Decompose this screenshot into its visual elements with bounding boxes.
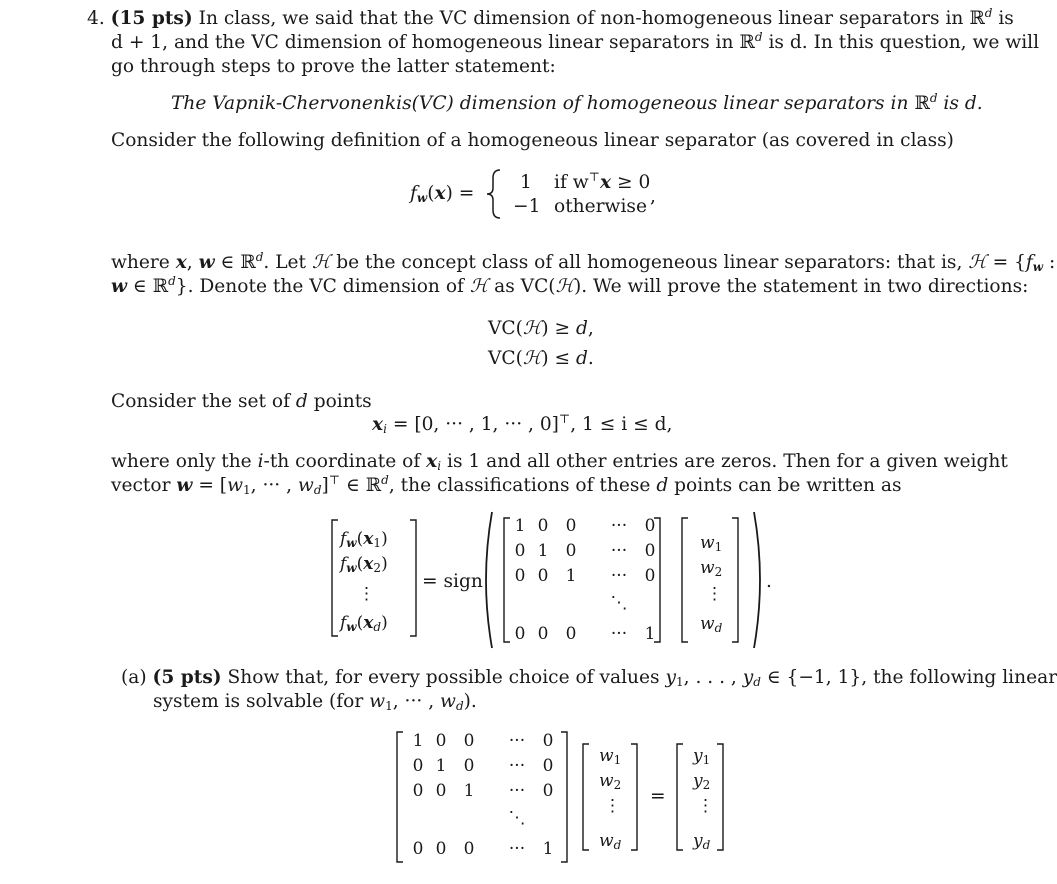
- matrix-cell: 0: [435, 731, 447, 751]
- matrix-cell: 0: [644, 566, 656, 586]
- w2-entry: $w_2$: [700, 558, 723, 579]
- matrix-cell: 0: [537, 624, 549, 644]
- matrix-cell: 1: [565, 566, 577, 586]
- matrix-cell: 1: [542, 839, 554, 859]
- matrix-cell: 0: [644, 516, 656, 536]
- matrix-cell: 0: [542, 731, 554, 751]
- matrix-cell: 1: [412, 731, 424, 751]
- matrix-cell: 1: [463, 781, 475, 801]
- f-x1: $f_w(x_1)$: [340, 529, 388, 550]
- matrix-cell: ···: [508, 756, 526, 776]
- case1-condition: if w⊤x ≥ 0: [554, 170, 651, 193]
- matrix-cell: ···: [508, 781, 526, 801]
- equals-sign: =: [650, 786, 666, 807]
- matrix-cell: ⋱: [610, 593, 628, 613]
- matrix-cell: 0: [514, 541, 526, 561]
- problem-points: (15 pts): [110, 8, 193, 29]
- matrix-cell: 0: [644, 541, 656, 561]
- w1-entry: $w_1$: [700, 533, 723, 554]
- where-only-line-1: where only the i-th coordinate of $x_i$ is 1 and all other entries are zeros. Then for a given weight: [111, 451, 1008, 473]
- vdots-2: ⋮: [706, 584, 723, 604]
- matrix-cell: 0: [463, 839, 475, 859]
- yd-entry: $y_d$: [693, 831, 711, 852]
- matrix-cell: 0: [463, 756, 475, 776]
- sign-label: = sign: [422, 571, 483, 592]
- where-only-line-2: vector $w = [w_1$, ··· , $w_d]^⊤$ ∈ ℝ$^d$, the classifications of these d points can be written as: [111, 473, 902, 497]
- matrix-cell: 0: [542, 756, 554, 776]
- left-brace-icon: [484, 168, 504, 220]
- consider-set: Consider the set of d points: [111, 391, 372, 412]
- theorem-statement: The Vapnik-Chervonenkis(VC) dimension of homogeneous linear separators in ℝ$^d$ is d.: [171, 91, 983, 114]
- intro-text-1: In class, we said that the VC dimension of non-homogeneous linear separators in: [198, 8, 964, 29]
- problem-line-3: go through steps to prove the latter statement:: [111, 56, 556, 77]
- matrix-cell: 0: [412, 756, 424, 776]
- y1-entry: $y_1$: [693, 746, 711, 767]
- matrix-cell: 0: [514, 624, 526, 644]
- matrix-cell: 0: [542, 781, 554, 801]
- part-a-label: (a): [121, 667, 147, 688]
- wd-entry-2: $w_d$: [599, 831, 622, 852]
- matrix-cell: 1: [435, 756, 447, 776]
- inequality-2: VC(ℋ) ≤ d.: [488, 348, 594, 369]
- matrix-cell: 0: [537, 566, 549, 586]
- piecewise-lhs: $f_w(x)$ =: [410, 183, 475, 205]
- y2-entry: $y_2$: [693, 771, 711, 792]
- matrix-cell: 0: [537, 516, 549, 536]
- inequality-1: VC(ℋ) ≥ d,: [488, 318, 594, 339]
- theorem-end: is d.: [943, 93, 983, 114]
- case1-value: 1: [520, 172, 532, 193]
- matrix-cell: 0: [565, 516, 577, 536]
- matrix-cell: ···: [610, 624, 628, 644]
- where-line-1: where x, w ∈ ℝ$^d$. Let ℋ be the concept class of all homogeneous linear separators: that is, ℋ = {$f_w$ :: [111, 250, 1056, 274]
- case2-value: −1: [513, 196, 541, 217]
- part-a-line-2: system is solvable (for $w_1$, ··· , $w_d$).: [153, 691, 477, 713]
- part-a-points: (5 pts): [152, 667, 222, 688]
- problem-line-2: d + 1, and the VC dimension of homogeneous linear separators in ℝ$^d$ is d. In this question, we will: [111, 30, 1040, 53]
- matrix-cell: 1: [537, 541, 549, 561]
- intro-text-2a: d + 1, and the VC dimension of homogeneous linear separators in: [111, 32, 734, 53]
- theorem-text: The Vapnik-Chervonenkis(VC) dimension of homogeneous linear separators in: [171, 93, 909, 114]
- matrix-cell: ···: [610, 516, 628, 536]
- matrix-cell: ···: [610, 566, 628, 586]
- where-line-2: w ∈ ℝ$^d$}. Denote the VC dimension of ℋ as VC(ℋ). We will prove the statement in two directions:: [111, 274, 1029, 297]
- matrix-cell: ⋱: [508, 808, 526, 828]
- points-definition: $x_i = [0$, ··· , 1, ··· , 0]⊤, 1 ≤ i ≤ d,: [372, 412, 673, 436]
- matrix-cell: 1: [514, 516, 526, 536]
- matrix-cell: ···: [508, 731, 526, 751]
- w1-entry-2: $w_1$: [599, 746, 622, 767]
- matrix-cell: ···: [508, 839, 526, 859]
- vdots-1: ⋮: [358, 584, 375, 604]
- f-xd: $f_w(x_d)$: [340, 613, 388, 634]
- matrix-cell: ···: [610, 541, 628, 561]
- matrix-cell: 1: [644, 624, 656, 644]
- piecewise-comma: ,: [650, 186, 656, 207]
- part-a-line-1: (a) (5 pts) Show that, for every possible choice of values $y_1$, . . . , $y_d$ ∈ {−1, 1}, the following linear: [121, 667, 1057, 689]
- intro-text-2b: is d. In this question, we will: [768, 32, 1040, 53]
- matrix-cell: 0: [412, 781, 424, 801]
- matrix-cell: 0: [565, 541, 577, 561]
- matrix-cell: 0: [412, 839, 424, 859]
- w2-entry-2: $w_2$: [599, 771, 622, 792]
- matrix-cell: 0: [514, 566, 526, 586]
- consider-definition: Consider the following definition of a homogeneous linear separator (as covered in class): [111, 130, 954, 151]
- vdots-3: ⋮: [604, 796, 621, 816]
- f-x2: $f_w(x_2)$: [340, 554, 388, 575]
- problem-line-1: 4. (15 pts) In class, we said that the VC dimension of non-homogeneous linear separators in ℝ$^d$ is: [87, 6, 1014, 29]
- vdots-4: ⋮: [697, 796, 714, 816]
- matrix-cell: 0: [435, 781, 447, 801]
- problem-number: 4.: [87, 8, 105, 29]
- matrix-cell: 0: [463, 731, 475, 751]
- matrix-cell: 0: [565, 624, 577, 644]
- wd-entry: $w_d$: [700, 614, 723, 635]
- case2-condition: otherwise: [554, 196, 647, 217]
- matrix-cell: 0: [435, 839, 447, 859]
- equation-period: .: [766, 571, 772, 592]
